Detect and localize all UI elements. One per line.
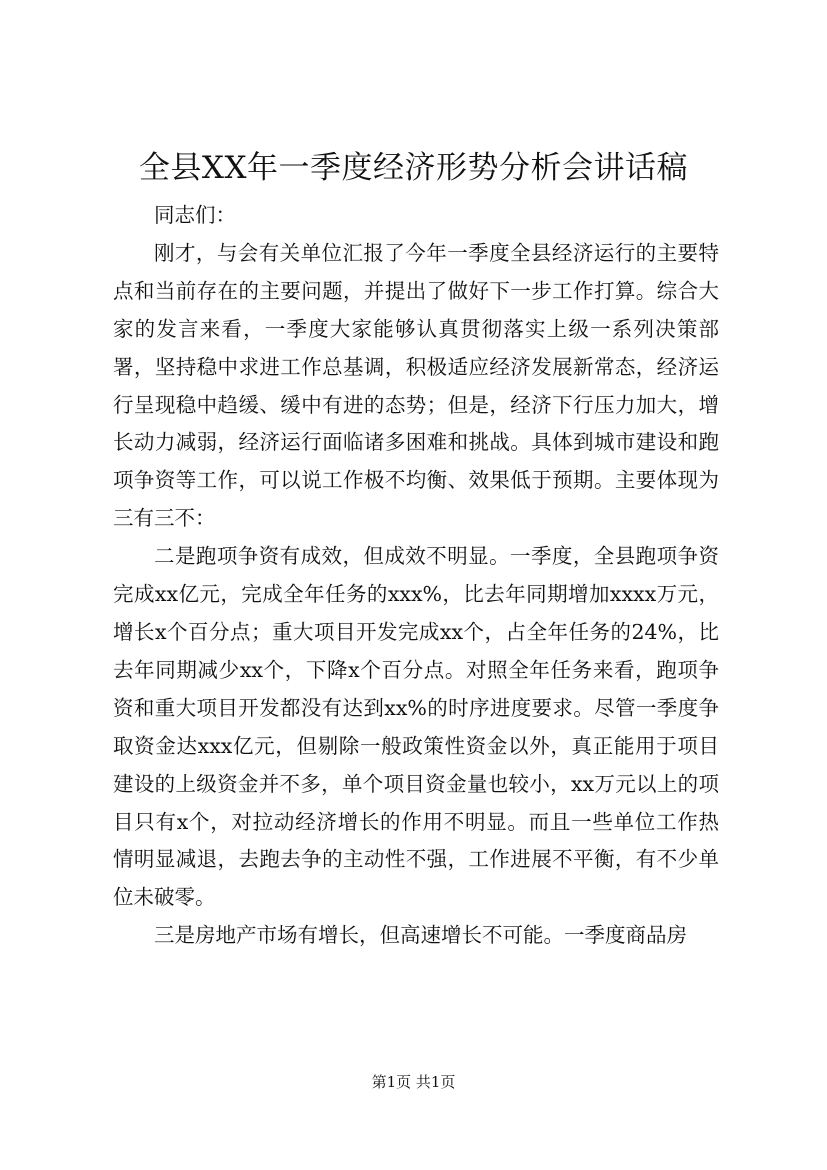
paragraph-funding: 二是跑项争资有成效，但成效不明显。一季度，全县跑项争资完成xx亿元，完成全年任务的xxx%，比去年同期增加xxxx万元，增长x个百分点；重大项目开发完成xx个，占全年任务的24%，比去年同期减少xx个，下降x个百分点。对照全年任务来看，跑项争资和重大项目开发都没有达到xx%的时序进度要求。尽管一季度争取资金达xxx亿元，但剔除一般政策性资金以外，真正能用于项目建设的上级资金并不多，单个项目资金量也较小，xx万元以上的项目只有x个，对拉动经济增长的作用不明显。而且一些单位工作热情明显减退，去跑去争的主动性不强，工作进展不平衡，有不少单位未破零。 — [113, 544, 719, 910]
document-body — [113, 197, 719, 955]
paragraph-real-estate: 三是房地产市场有增长，但高速增长不可能。一季度商品房 — [154, 923, 687, 948]
salutation: 同志们： — [154, 203, 236, 227]
paragraph-intro: 刚才，与会有关单位汇报了今年一季度全县经济运行的主要特点和当前存在的主要问题，并提出了做好下一步工作打算。综合大家的发言来看，一季度大家能够认真贯彻落实上级一系列决策部署，坚持稳中求进工作总基调，积极适应经济发展新常态，经济运行呈现稳中趋缓、缓中有进的态势；但是，经济下行压力加大，增长动力减弱，经济运行面临诸多困难和挑战。具体到城市建设和跑项争资等工作，可以说工作极不均衡、效果低于预期。主要体现为三有三不： — [113, 240, 719, 531]
document-title: 全县XX年一季度经济形势分析会讲话稿 — [138, 150, 689, 186]
page-footer: 第1页 共1页 — [371, 1073, 456, 1091]
